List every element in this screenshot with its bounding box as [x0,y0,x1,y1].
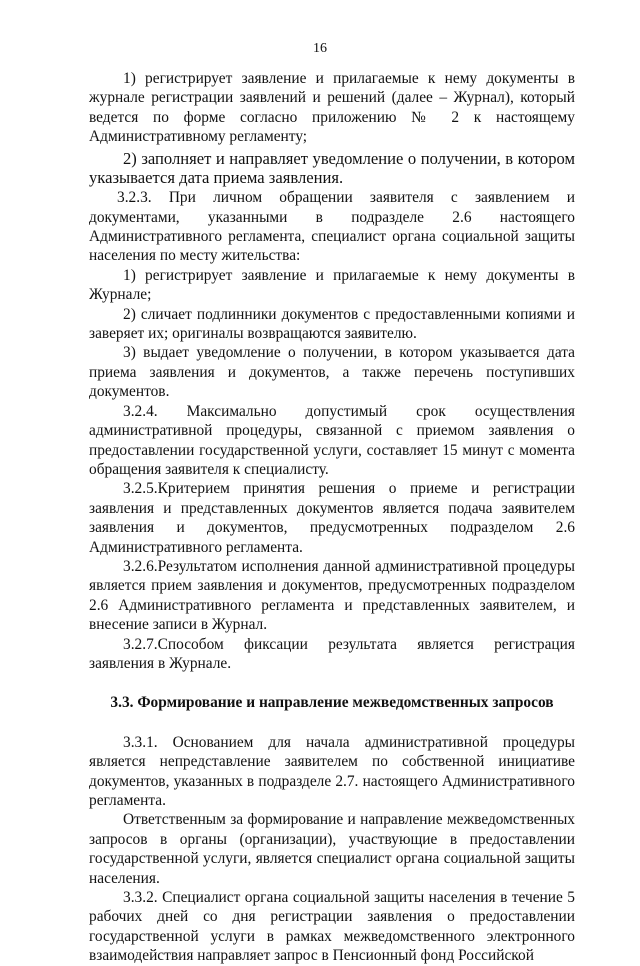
paragraph-3-3-2: 3.3.2. Специалист органа социальной защиты населения в течение 5 рабочих дней со дня регистрации заявления о предоставлении государственной услуги в рамках межведомственного электронного взаимодействия направляет запрос в Пенсионный фонд Российской [89,889,575,965]
page-number: 16 [313,41,327,56]
paragraph-3-2-4: 3.2.4. Максимально допустимый срок осуществления административной процедуры, связанной с приемом заявления о предоставлении государственной услуги, составляет 15 минут с момента обращения заявителя к специалисту. [89,402,575,478]
paragraph-responsible-specialist: Ответственным за формирование и направление межведомственных запросов в органы (организации), участвующие в предоставлении государственной услуги, является специалист органа социальной защиты населения. [89,811,575,887]
paragraph-3-3-1: 3.3.1. Основанием для начала административной процедуры является непредставление заявителем по собственной инициативе документов, указанных в подразделе 2.7. настоящего Административного регламента. [89,733,575,809]
section-heading-3-3: 3.3. Формирование и направление межведомственных запросов [110,694,554,712]
paragraph-compare-originals: 2) сличает подлинники документов с предоставленными копиями и заверяет их; оригиналы возвращаются заявителю. [89,305,575,343]
paragraph-3-2-3: 3.2.3. При личном обращении заявителя с заявлением и документами, указанными в подразделе 2.6 настоящего Административного регламента, специалист органа социальной защиты населения по месту жительства: [89,189,575,265]
paragraph-send-notification: 2) заполняет и направляет уведомление о получении, в котором указывается дата приема заявления. [89,148,575,188]
paragraph-register-documents: 1) регистрирует заявление и прилагаемые к нему документы в журнале регистрации заявлений и решений (далее – Журнал), который ведется по форме согласно приложению № 2 к настоящему Административному регламенту; [89,70,575,146]
paragraph-3-2-5: 3.2.5.Критерием принятия решения о приеме и регистрации заявления и представленных документов является подача заявителем заявления и документов, предусмотренных подразделом 2.6 Административного регламента. [89,480,575,556]
paragraph-3-2-6: 3.2.6.Результатом исполнения данной административной процедуры является прием заявления и документов, предусмотренных подразделом 2.6 Административного регламента и представленных заявителем, и внесение записи в Журнал. [89,557,575,634]
paragraph-register-in-journal: 1) регистрирует заявление и прилагаемые к нему документы в Журнале; [89,266,575,304]
paragraph-3-2-7: 3.2.7.Способом фиксации результата является регистрация заявления в Журнале. [89,635,575,672]
document-body [89,69,575,966]
paragraph-issue-notification: 3) выдает уведомление о получении, в котором указывается дата приема заявления и документов, а также перечень поступивших документов. [89,344,575,401]
